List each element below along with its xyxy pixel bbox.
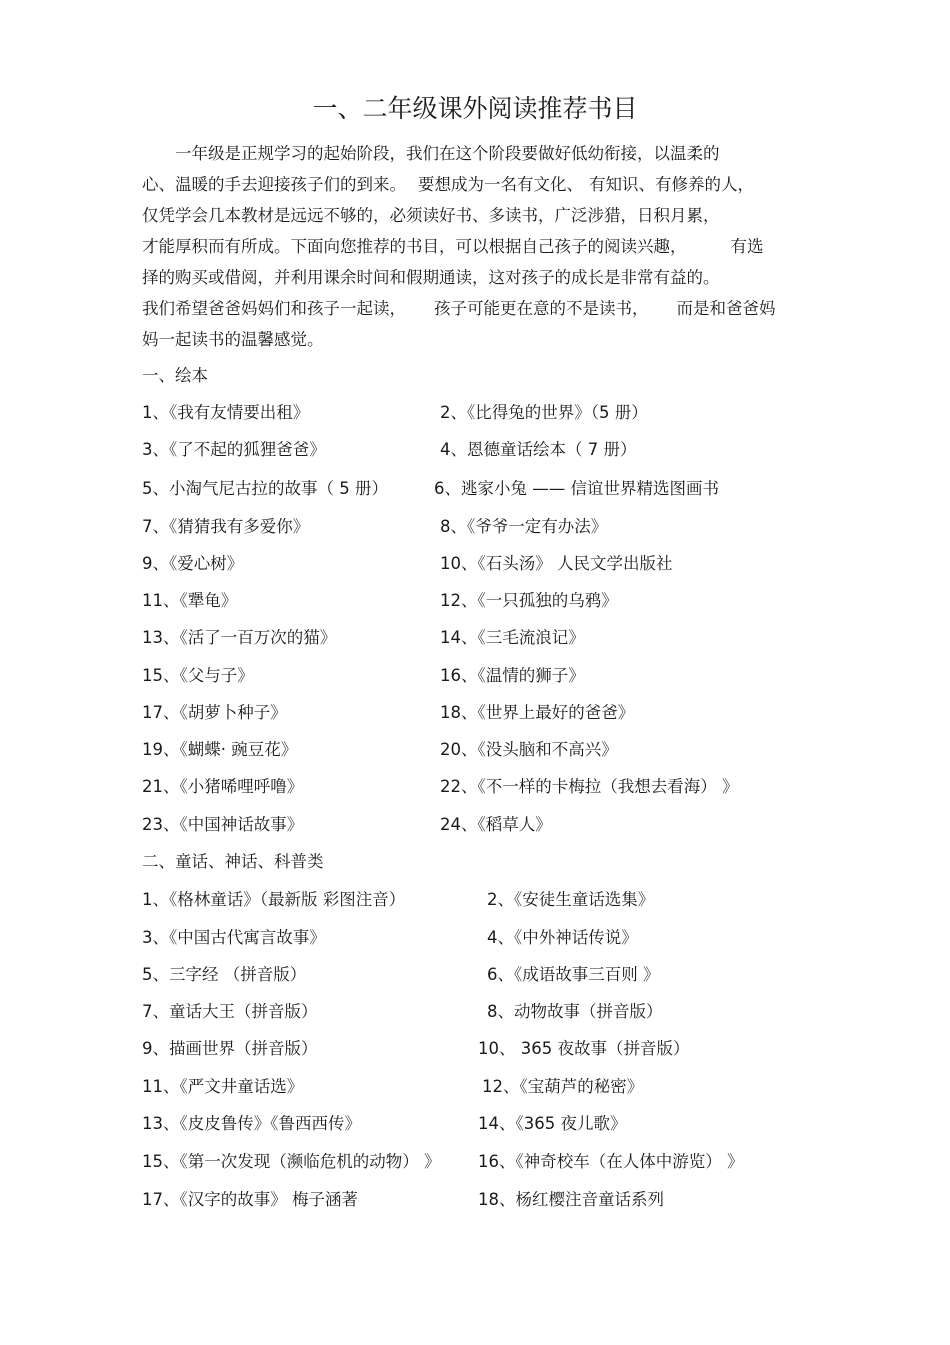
- book-item: 1、《格林童话》（最新版 彩图注音）: [142, 890, 406, 909]
- book-item: 8、动物故事（拼音版）: [487, 1002, 663, 1021]
- book-item: 20、《没头脑和不高兴》: [440, 740, 618, 759]
- intro-text: 有知识、有修养的人，: [589, 175, 754, 194]
- intro-line: [142, 324, 822, 355]
- book-item: 15、《父与子》: [142, 666, 254, 685]
- intro-text: 才能厚积而有所成。下面向您推荐的书目，可以根据自己孩子的阅读兴趣，: [142, 237, 687, 256]
- intro-text: 妈一起读书的温馨感觉。: [142, 330, 324, 349]
- intro-text: 仅凭学会几本教材是远远不够的，必须读好书、多读书，广泛涉猎，日积月累，: [142, 206, 720, 225]
- book-item: 5、三字经 （拼音版）: [142, 965, 307, 984]
- intro-line: [142, 262, 822, 293]
- book-item: 16、《温情的狮子》: [440, 666, 585, 685]
- book-item: 17、《汉字的故事》 梅子涵著: [142, 1190, 358, 1209]
- intro-line: [142, 293, 822, 324]
- book-item: 23、《中国神话故事》: [142, 815, 304, 834]
- book-item: 22、《不一样的卡梅拉（我想去看海） 》: [440, 777, 739, 796]
- intro-text: 择的购买或借阅，并利用课余时间和假期通读，这对孩子的成长是非常有益的。: [142, 268, 720, 287]
- book-item: 4、《中外神话传说》: [487, 928, 638, 947]
- intro-text: 要想成为一名有文化、: [418, 175, 583, 194]
- book-item: 12、《一只孤独的乌鸦》: [440, 591, 618, 610]
- book-item: 2、《安徒生童话选集》: [487, 890, 655, 909]
- intro-text: 有选: [730, 237, 764, 256]
- book-item: 19、《蝴蝶· 豌豆花》: [142, 740, 298, 759]
- book-item: 10、 365 夜故事（拼音版）: [478, 1039, 690, 1058]
- book-item: 9、《爱心树》: [142, 554, 244, 573]
- book-item: 7、童话大王（拼音版）: [142, 1002, 318, 1021]
- book-item: 7、《猜猜我有多爱你》: [142, 517, 310, 536]
- book-item: 1、《我有友情要出租》: [142, 403, 310, 422]
- book-item: 18、《世界上最好的爸爸》: [440, 703, 635, 722]
- book-item: 11、《犟龟》: [142, 591, 238, 610]
- intro-line: [142, 231, 822, 262]
- intro-text: 孩子可能更在意的不是读书，: [434, 299, 649, 318]
- intro-paragraph: [142, 138, 822, 355]
- book-item: 13、《皮皮鲁传》《鲁西西传》: [142, 1114, 361, 1133]
- book-item: 11、《严文井童话选》: [142, 1077, 304, 1096]
- book-item: 6、《成语故事三百则 》: [487, 965, 660, 984]
- book-item: 16、《神奇校车（在人体中游览） 》: [478, 1152, 744, 1171]
- book-item: 4、恩德童话绘本（ 7 册）: [440, 440, 637, 459]
- book-item: 13、《活了一百万次的猫》: [142, 628, 337, 647]
- book-item: 2、《比得兔的世界》（5 册）: [440, 403, 648, 422]
- book-item: 15、《第一次发现（濒临危机的动物） 》: [142, 1152, 441, 1171]
- book-item: 24、《稻草人》: [440, 815, 552, 834]
- book-item: 8、《爷爷一定有办法》: [440, 517, 608, 536]
- section-heading-fairy-tales: 二、童话、神话、科普类: [142, 852, 324, 871]
- book-item: 17、《胡萝卜种子》: [142, 703, 287, 722]
- section-heading-picture-books: 一、绘本: [142, 366, 208, 385]
- book-item: 10、《石头汤》 人民文学出版社: [440, 554, 673, 573]
- book-item: 3、《中国古代寓言故事》: [142, 928, 326, 947]
- book-item: 21、《小猪唏哩呼噜》: [142, 777, 304, 796]
- book-item: 14、《三毛流浪记》: [440, 628, 585, 647]
- intro-line: [142, 200, 822, 231]
- book-item: 5、小淘气尼古拉的故事（ 5 册）: [142, 479, 388, 498]
- book-item: 18、杨红樱注音童话系列: [478, 1190, 664, 1209]
- book-item: 12、《宝葫芦的秘密》: [482, 1077, 644, 1096]
- book-item: 6、逃家小兔 —— 信谊世界精选图画书: [434, 479, 719, 498]
- intro-text: 我们希望爸爸妈妈们和孩子一起读，: [142, 299, 406, 318]
- intro-text: 而是和爸爸妈: [676, 299, 776, 318]
- book-item: 9、描画世界（拼音版）: [142, 1039, 318, 1058]
- intro-text: 心、温暖的手去迎接孩子们的到来。: [142, 175, 406, 194]
- book-item: 14、《365 夜儿歌》: [478, 1114, 627, 1133]
- book-item: 3、《了不起的狐狸爸爸》: [142, 440, 326, 459]
- intro-text: 一年级是正规学习的起始阶段，我们在这个阶段要做好低幼衔接，以温柔的: [175, 144, 720, 163]
- intro-line: [142, 169, 822, 200]
- document-title: 一、二年级课外阅读推荐书目: [312, 94, 638, 123]
- intro-line: [142, 138, 822, 169]
